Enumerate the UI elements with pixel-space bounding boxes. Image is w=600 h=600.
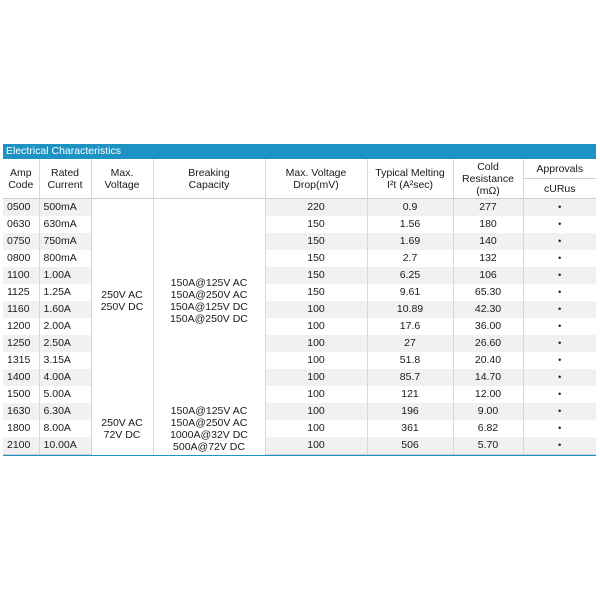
voltage-drop-cell: 150 (265, 284, 367, 301)
approval-dot-icon: • (523, 420, 596, 437)
rated-current-cell: 5.00A (39, 386, 91, 403)
voltage-drop-cell: 100 (265, 403, 367, 420)
breaking-capacity-line: 150A@125V AC (170, 404, 248, 417)
resistance-cell: 140 (453, 233, 523, 250)
table-row (3, 403, 596, 420)
melting-cell: 1.56 (367, 216, 453, 233)
amp-code-cell: 1500 (3, 386, 39, 403)
voltage-drop-cell: 100 (265, 386, 367, 403)
voltage-drop-cell: 100 (265, 318, 367, 335)
voltage-drop-cell: 220 (265, 199, 367, 217)
section-title: Electrical Characteristics (3, 144, 596, 159)
amp-code-cell: 1125 (3, 284, 39, 301)
header-voltage-drop: Max. Voltage Drop(mV) (265, 159, 367, 199)
resistance-cell: 14.70 (453, 369, 523, 386)
table-body (3, 199, 596, 455)
voltage-drop-cell: 150 (265, 233, 367, 250)
rated-current-cell: 8.00A (39, 420, 91, 437)
rated-current-cell: 630mA (39, 216, 91, 233)
melting-cell: 9.61 (367, 284, 453, 301)
voltage-drop-cell: 150 (265, 267, 367, 284)
resistance-cell: 9.00 (453, 403, 523, 420)
melting-cell: 1.69 (367, 233, 453, 250)
max-voltage-line: 250V AC (101, 416, 143, 429)
resistance-cell: 106 (453, 267, 523, 284)
melting-cell: 0.9 (367, 199, 453, 217)
voltage-drop-cell: 100 (265, 352, 367, 369)
breaking-capacity-line: 150A@250V AC (170, 416, 248, 429)
resistance-cell: 277 (453, 199, 523, 217)
approval-dot-icon: • (523, 352, 596, 369)
approval-dot-icon: • (523, 267, 596, 284)
rated-current-cell: 6.30A (39, 403, 91, 420)
breaking-capacity-cell (153, 403, 265, 455)
melting-cell: 121 (367, 386, 453, 403)
approval-dot-icon: • (523, 403, 596, 420)
rated-current-cell: 750mA (39, 233, 91, 250)
electrical-characteristics-table (3, 159, 596, 455)
approval-dot-icon: • (523, 301, 596, 318)
resistance-cell: 42.30 (453, 301, 523, 318)
max-voltage-cell (91, 199, 153, 404)
header-typical-melting: Typical Melting I²t (A²sec) (367, 159, 453, 199)
rated-current-cell: 4.00A (39, 369, 91, 386)
resistance-cell: 6.82 (453, 420, 523, 437)
voltage-drop-cell: 150 (265, 216, 367, 233)
resistance-cell: 12.00 (453, 386, 523, 403)
melting-cell: 51.8 (367, 352, 453, 369)
melting-cell: 17.6 (367, 318, 453, 335)
amp-code-cell: 2100 (3, 437, 39, 455)
resistance-cell: 132 (453, 250, 523, 267)
breaking-capacity-line: 150A@250V AC (170, 289, 248, 301)
voltage-drop-cell: 100 (265, 369, 367, 386)
header-cold-resistance: Cold Resistance (mΩ) (453, 159, 523, 199)
amp-code-cell: 1250 (3, 335, 39, 352)
max-voltage-line: 250V DC (100, 301, 144, 313)
header-breaking-capacity: Breaking Capacity (153, 159, 265, 199)
resistance-cell: 20.40 (453, 352, 523, 369)
voltage-drop-cell: 100 (265, 301, 367, 318)
approval-dot-icon: • (523, 437, 596, 455)
rated-current-cell: 10.00A (39, 437, 91, 455)
rated-current-cell: 1.00A (39, 267, 91, 284)
voltage-drop-cell: 100 (265, 437, 367, 455)
header-approvals: Approvals (523, 159, 596, 179)
melting-cell: 506 (367, 437, 453, 455)
table-bottom-rule (3, 455, 596, 456)
amp-code-cell: 1315 (3, 352, 39, 369)
amp-code-cell: 1160 (3, 301, 39, 318)
rated-current-cell: 2.50A (39, 335, 91, 352)
voltage-drop-cell: 100 (265, 335, 367, 352)
resistance-cell: 26.60 (453, 335, 523, 352)
resistance-cell: 36.00 (453, 318, 523, 335)
max-voltage-line: 250V AC (101, 289, 143, 301)
approval-dot-icon: • (523, 250, 596, 267)
approval-dot-icon: • (523, 284, 596, 301)
rated-current-cell: 1.25A (39, 284, 91, 301)
melting-cell: 196 (367, 403, 453, 420)
breaking-capacity-line: 150A@125V AC (170, 277, 248, 289)
approval-dot-icon: • (523, 233, 596, 250)
amp-code-cell: 1200 (3, 318, 39, 335)
rated-current-cell: 800mA (39, 250, 91, 267)
rated-current-cell: 3.15A (39, 352, 91, 369)
resistance-cell: 5.70 (453, 437, 523, 455)
breaking-capacity-line: 150A@125V DC (170, 301, 248, 313)
breaking-capacity-line: 500A@72V DC (173, 440, 245, 453)
approval-dot-icon: • (523, 386, 596, 403)
voltage-drop-cell: 100 (265, 420, 367, 437)
rated-current-cell: 500mA (39, 199, 91, 217)
breaking-capacity-cell (153, 199, 265, 404)
electrical-characteristics-section (3, 144, 596, 456)
melting-cell: 85.7 (367, 369, 453, 386)
melting-cell: 27 (367, 335, 453, 352)
max-voltage-cell (91, 403, 153, 455)
amp-code-cell: 0630 (3, 216, 39, 233)
approval-dot-icon: • (523, 369, 596, 386)
rated-current-cell: 1.60A (39, 301, 91, 318)
rated-current-cell: 2.00A (39, 318, 91, 335)
voltage-drop-cell: 150 (265, 250, 367, 267)
table-row (3, 199, 596, 217)
breaking-capacity-line: 1000A@32V DC (170, 428, 248, 441)
melting-cell: 361 (367, 420, 453, 437)
approval-dot-icon: • (523, 318, 596, 335)
header-rated-current: Rated Current (39, 159, 91, 199)
amp-code-cell: 0800 (3, 250, 39, 267)
resistance-cell: 180 (453, 216, 523, 233)
amp-code-cell: 1800 (3, 420, 39, 437)
breaking-capacity-line: 150A@250V DC (170, 313, 248, 325)
melting-cell: 10.89 (367, 301, 453, 318)
amp-code-cell: 1630 (3, 403, 39, 420)
melting-cell: 6.25 (367, 267, 453, 284)
amp-code-cell: 0750 (3, 233, 39, 250)
approval-dot-icon: • (523, 199, 596, 217)
resistance-cell: 65.30 (453, 284, 523, 301)
amp-code-cell: 0500 (3, 199, 39, 217)
header-amp-code: Amp Code (3, 159, 39, 199)
amp-code-cell: 1400 (3, 369, 39, 386)
approval-dot-icon: • (523, 335, 596, 352)
melting-cell: 2.7 (367, 250, 453, 267)
header-approvals-curus: cURus (523, 179, 596, 199)
amp-code-cell: 1100 (3, 267, 39, 284)
max-voltage-line: 72V DC (103, 428, 141, 441)
header-max-voltage: Max. Voltage (91, 159, 153, 199)
approval-dot-icon: • (523, 216, 596, 233)
